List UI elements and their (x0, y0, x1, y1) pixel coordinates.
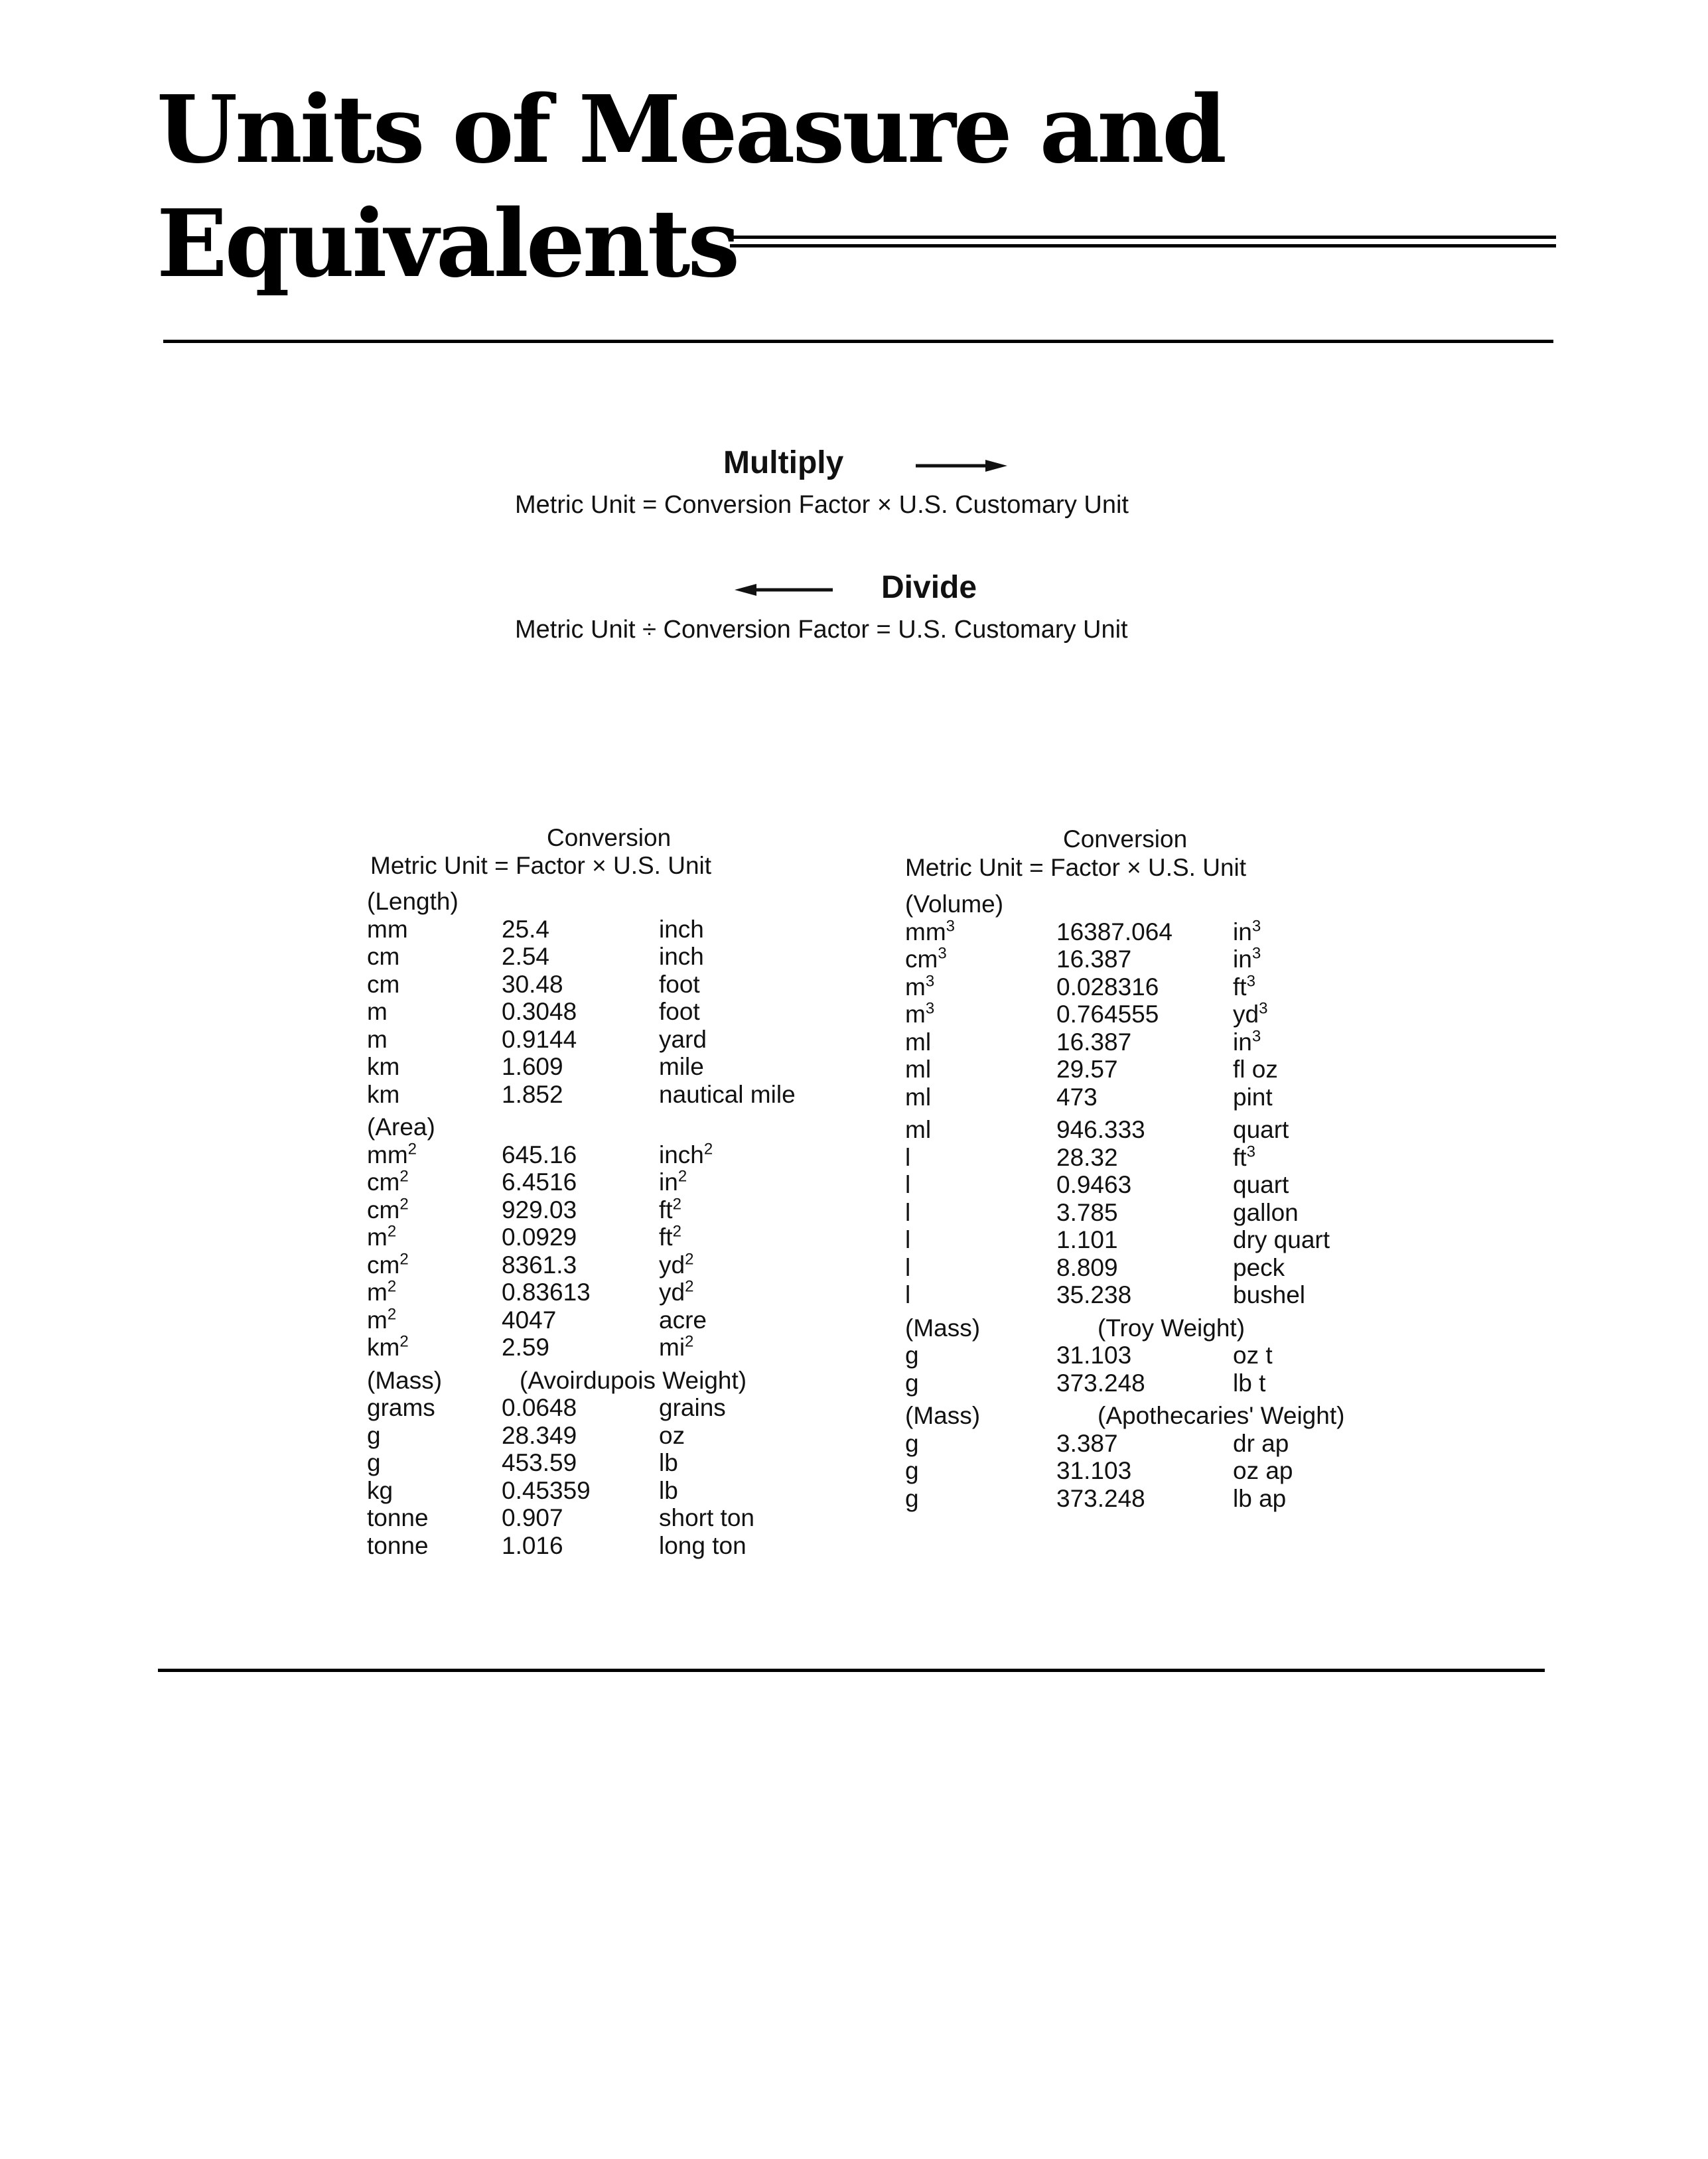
superscript: 2 (703, 1140, 713, 1158)
superscript: 2 (685, 1277, 694, 1296)
metric-unit: $m^2$ (367, 1222, 397, 1251)
us-unit: foot (659, 970, 700, 998)
conversion-factor: 3.387 (1056, 1429, 1118, 1457)
us-unit: lb (659, 1476, 678, 1504)
section-note: (Troy Weight) (1098, 1314, 1245, 1342)
conversion-factor: 28.349 (502, 1421, 577, 1449)
conversion-factor: 1.609 (502, 1053, 563, 1080)
metric-unit: g (905, 1342, 919, 1369)
metric-unit: m (367, 998, 388, 1025)
superscript: 3 (1251, 917, 1261, 936)
conversion-factor: 1.101 (1056, 1226, 1118, 1253)
superscript: 2 (672, 1195, 681, 1214)
conversion-factor: 0.83613 (502, 1279, 591, 1306)
us-unit: lb t (1233, 1369, 1266, 1397)
metric-unit: grams (367, 1394, 435, 1421)
table-row (905, 918, 1423, 946)
us-unit: $yd^2$ (659, 1277, 694, 1306)
conversion-factor: 25.4 (502, 915, 550, 943)
section-label: (Volume) (905, 890, 1004, 918)
superscript: 2 (399, 1332, 409, 1351)
superscript: 2 (685, 1332, 694, 1351)
superscript: 2 (685, 1250, 694, 1269)
table-row (905, 1144, 1423, 1172)
conversion-factor: 0.0929 (502, 1223, 577, 1251)
table-row (367, 1251, 871, 1279)
table-row (367, 1422, 871, 1450)
conversion-factor: 31.103 (1056, 1342, 1132, 1369)
metric-unit: km (367, 1080, 400, 1108)
metric-unit: $m^3$ (905, 999, 935, 1028)
conversion-factor: 645.16 (502, 1141, 577, 1168)
metric-unit: ml (905, 1056, 932, 1083)
multiply-label: Multiply (723, 445, 844, 480)
title-line-2: Equivalents (157, 190, 738, 299)
table-row (905, 1226, 1423, 1254)
us-unit: foot (659, 998, 700, 1025)
us-unit: $mi^2$ (659, 1332, 694, 1361)
table-row (367, 1168, 871, 1196)
metric-unit: $mm^3$ (905, 917, 956, 945)
conversion-factor: 29.57 (1056, 1056, 1118, 1083)
us-unit: $ft^2$ (659, 1195, 681, 1223)
conversion-factor: 4047 (502, 1306, 557, 1334)
superscript: 2 (407, 1140, 417, 1158)
table-row (905, 1254, 1423, 1282)
table-row (905, 1116, 1423, 1144)
table-row (905, 1281, 1423, 1309)
section-label: (Mass) (905, 1314, 981, 1342)
metric-unit: l (905, 1143, 911, 1171)
metric-unit: l (905, 1198, 911, 1226)
metric-unit: g (367, 1421, 381, 1449)
metric-unit: kg (367, 1476, 393, 1504)
us-unit: $yd^2$ (659, 1250, 694, 1279)
table-row (905, 1485, 1423, 1513)
conversion-factor: 0.9463 (1056, 1171, 1132, 1198)
left-header-conversion: Conversion (547, 824, 672, 851)
right-header-conversion: Conversion (1063, 825, 1188, 853)
conversion-factor: 8361.3 (502, 1251, 577, 1279)
metric-unit: cm (367, 970, 400, 998)
metric-unit: g (905, 1484, 919, 1512)
table-row (367, 1449, 871, 1477)
table-row (905, 973, 1423, 1001)
us-unit: bushel (1233, 1281, 1306, 1308)
us-unit: lb ap (1233, 1484, 1287, 1512)
us-unit: dr ap (1233, 1429, 1289, 1457)
table-row (367, 1279, 871, 1306)
conversion-factor: 35.238 (1056, 1281, 1132, 1308)
table-row (905, 945, 1423, 973)
superscript: 2 (672, 1222, 681, 1241)
section-row (905, 1402, 1423, 1430)
table-row (905, 1056, 1423, 1083)
us-unit: $in^2$ (659, 1167, 687, 1196)
superscript: 3 (1246, 972, 1255, 991)
superscript: 3 (1251, 944, 1261, 963)
superscript: 2 (387, 1305, 397, 1324)
section-row (367, 1367, 871, 1395)
us-unit: $ft^2$ (659, 1222, 681, 1251)
metric-unit: $cm^2$ (367, 1195, 409, 1223)
conversion-factor: 0.907 (502, 1504, 563, 1531)
conversion-factor: 1.852 (502, 1080, 563, 1108)
left-arrow-icon (733, 582, 833, 598)
us-unit: quart (1233, 1116, 1289, 1143)
multiply-formula: Metric Unit = Conversion Factor × U.S. Customary Unit (515, 491, 1129, 519)
us-unit: short ton (659, 1504, 754, 1531)
table-row (367, 916, 871, 943)
us-unit: $in^3$ (1233, 1027, 1261, 1056)
conversion-factor: 16387.064 (1056, 918, 1173, 945)
conversion-factor: 16.387 (1056, 1028, 1132, 1056)
conversion-factor: 0.9144 (502, 1025, 577, 1053)
metric-unit: $km^2$ (367, 1332, 409, 1361)
section-row (367, 888, 871, 916)
us-unit: inch (659, 943, 704, 970)
metric-unit: km (367, 1053, 400, 1080)
table-row (905, 1171, 1423, 1199)
title-double-rule (730, 236, 1556, 247)
conversion-factor: 373.248 (1056, 1369, 1145, 1397)
section-row (905, 1314, 1423, 1342)
metric-unit: $cm^2$ (367, 1250, 409, 1279)
us-unit: $ft^3$ (1233, 972, 1255, 1001)
section-row (367, 1113, 871, 1141)
conversion-factor: 453.59 (502, 1449, 577, 1476)
superscript: 3 (1259, 999, 1268, 1018)
conversion-factor: 1.016 (502, 1531, 563, 1559)
left-conversion-table (367, 888, 871, 1559)
superscript: 3 (938, 944, 947, 963)
us-unit: peck (1233, 1253, 1285, 1281)
superscript: 2 (387, 1222, 397, 1241)
conversion-factor: 0.764555 (1056, 1001, 1159, 1028)
conversion-factor: 0.45359 (502, 1476, 591, 1504)
table-row (367, 1223, 871, 1251)
table-row (367, 998, 871, 1026)
us-unit: oz ap (1233, 1457, 1293, 1484)
us-unit: $in^3$ (1233, 917, 1261, 945)
metric-unit: $cm^2$ (367, 1167, 409, 1196)
conversion-factor: 929.03 (502, 1196, 577, 1223)
superscript: 2 (399, 1195, 409, 1214)
us-unit: acre (659, 1306, 707, 1334)
superscript: 2 (399, 1167, 409, 1186)
section-label: (Mass) (905, 1402, 981, 1429)
metric-unit: g (367, 1449, 381, 1476)
table-row (905, 1199, 1423, 1227)
table-row (367, 1532, 871, 1560)
table-row (367, 943, 871, 971)
superscript: 2 (387, 1277, 397, 1296)
divide-label: Divide (881, 570, 977, 605)
us-unit: oz (659, 1421, 685, 1449)
metric-unit: m (367, 1025, 388, 1053)
conversion-factor: 0.3048 (502, 998, 577, 1025)
metric-unit: l (905, 1226, 911, 1253)
superscript: 3 (1246, 1143, 1255, 1161)
table-row (367, 1394, 871, 1422)
conversion-factor: 31.103 (1056, 1457, 1132, 1484)
table-row (905, 1028, 1423, 1056)
metric-unit: ml (905, 1083, 932, 1111)
us-unit: grains (659, 1394, 726, 1421)
table-row (367, 1081, 871, 1109)
metric-unit: l (905, 1281, 911, 1308)
conversion-factor: 946.333 (1056, 1116, 1145, 1143)
divide-formula: Metric Unit ÷ Conversion Factor = U.S. Customary Unit (515, 616, 1128, 644)
conversion-factor: 3.785 (1056, 1198, 1118, 1226)
conversion-factor: 0.0648 (502, 1394, 577, 1421)
us-unit: fl oz (1233, 1056, 1278, 1083)
superscript: 3 (1251, 1027, 1261, 1046)
conversion-factor: 30.48 (502, 970, 563, 998)
us-unit: long ton (659, 1531, 747, 1559)
top-divider (163, 340, 1553, 343)
section-label: (Area) (367, 1113, 435, 1141)
table-row (367, 971, 871, 999)
superscript: 3 (946, 917, 956, 936)
superscript: 2 (677, 1167, 687, 1186)
table-row (905, 1001, 1423, 1028)
table-row (367, 1334, 871, 1361)
superscript: 2 (399, 1250, 409, 1269)
metric-unit: tonne (367, 1531, 429, 1559)
metric-unit: ml (905, 1116, 932, 1143)
superscript: 3 (925, 999, 935, 1018)
us-unit: lb (659, 1449, 678, 1476)
us-unit: yard (659, 1025, 707, 1053)
conversion-factor: 8.809 (1056, 1253, 1118, 1281)
title-line-1: Units of Measure and (157, 76, 1224, 184)
conversion-factor: 373.248 (1056, 1484, 1145, 1512)
conversion-factor: 28.32 (1056, 1143, 1118, 1171)
table-row (367, 1196, 871, 1224)
metric-unit: mm (367, 915, 408, 943)
table-row (367, 1053, 871, 1081)
section-label: (Length) (367, 888, 459, 915)
us-unit: quart (1233, 1171, 1289, 1198)
table-row (367, 1026, 871, 1054)
table-row (905, 1342, 1423, 1369)
table-row (905, 1457, 1423, 1485)
us-unit: nautical mile (659, 1080, 796, 1108)
us-unit: mile (659, 1053, 704, 1080)
metric-unit: ml (905, 1028, 932, 1056)
table-row (905, 1369, 1423, 1397)
metric-unit: $cm^3$ (905, 944, 947, 973)
metric-unit: g (905, 1457, 919, 1484)
superscript: 3 (925, 972, 935, 991)
metric-unit: cm (367, 943, 400, 970)
metric-unit: l (905, 1171, 911, 1198)
table-row (367, 1504, 871, 1532)
right-header: Metric Unit = Factor × U.S. Unit (905, 854, 1247, 881)
table-row (367, 1141, 871, 1169)
section-label: (Mass) (367, 1366, 443, 1394)
section-row (905, 890, 1423, 918)
conversion-factor: 473 (1056, 1083, 1098, 1111)
section-note: (Apothecaries' Weight) (1098, 1402, 1345, 1429)
metric-unit: g (905, 1429, 919, 1457)
table-row (905, 1430, 1423, 1458)
us-unit: inch$^2$ (659, 1140, 713, 1168)
us-unit: gallon (1233, 1198, 1299, 1226)
metric-unit: $m^3$ (905, 972, 935, 1001)
conversion-factor: 2.59 (502, 1334, 550, 1361)
right-conversion-table (905, 890, 1423, 1512)
metric-unit: tonne (367, 1504, 429, 1531)
us-unit: $ft^3$ (1233, 1143, 1255, 1171)
conversion-factor: 16.387 (1056, 945, 1132, 973)
us-unit: $in^3$ (1233, 944, 1261, 973)
metric-unit: $m^2$ (367, 1277, 397, 1306)
metric-unit: g (905, 1369, 919, 1397)
us-unit: inch (659, 915, 704, 943)
conversion-factor: 0.028316 (1056, 973, 1159, 1001)
section-note: (Avoirdupois Weight) (520, 1366, 747, 1394)
bottom-divider (158, 1669, 1545, 1672)
conversion-factor: 2.54 (502, 943, 550, 970)
page-title (157, 73, 1224, 301)
us-unit: oz t (1233, 1342, 1273, 1369)
left-header: Metric Unit = Factor × U.S. Unit (370, 852, 712, 879)
us-unit: $yd^3$ (1233, 999, 1268, 1028)
table-row (367, 1306, 871, 1334)
conversion-factor: 6.4516 (502, 1168, 577, 1196)
metric-unit: $m^2$ (367, 1305, 397, 1334)
table-row (367, 1477, 871, 1505)
metric-unit: l (905, 1253, 911, 1281)
metric-unit: $mm^2$ (367, 1140, 417, 1168)
us-unit: pint (1233, 1083, 1273, 1111)
table-row (905, 1083, 1423, 1111)
right-arrow-icon (916, 458, 1009, 474)
us-unit: dry quart (1233, 1226, 1330, 1253)
